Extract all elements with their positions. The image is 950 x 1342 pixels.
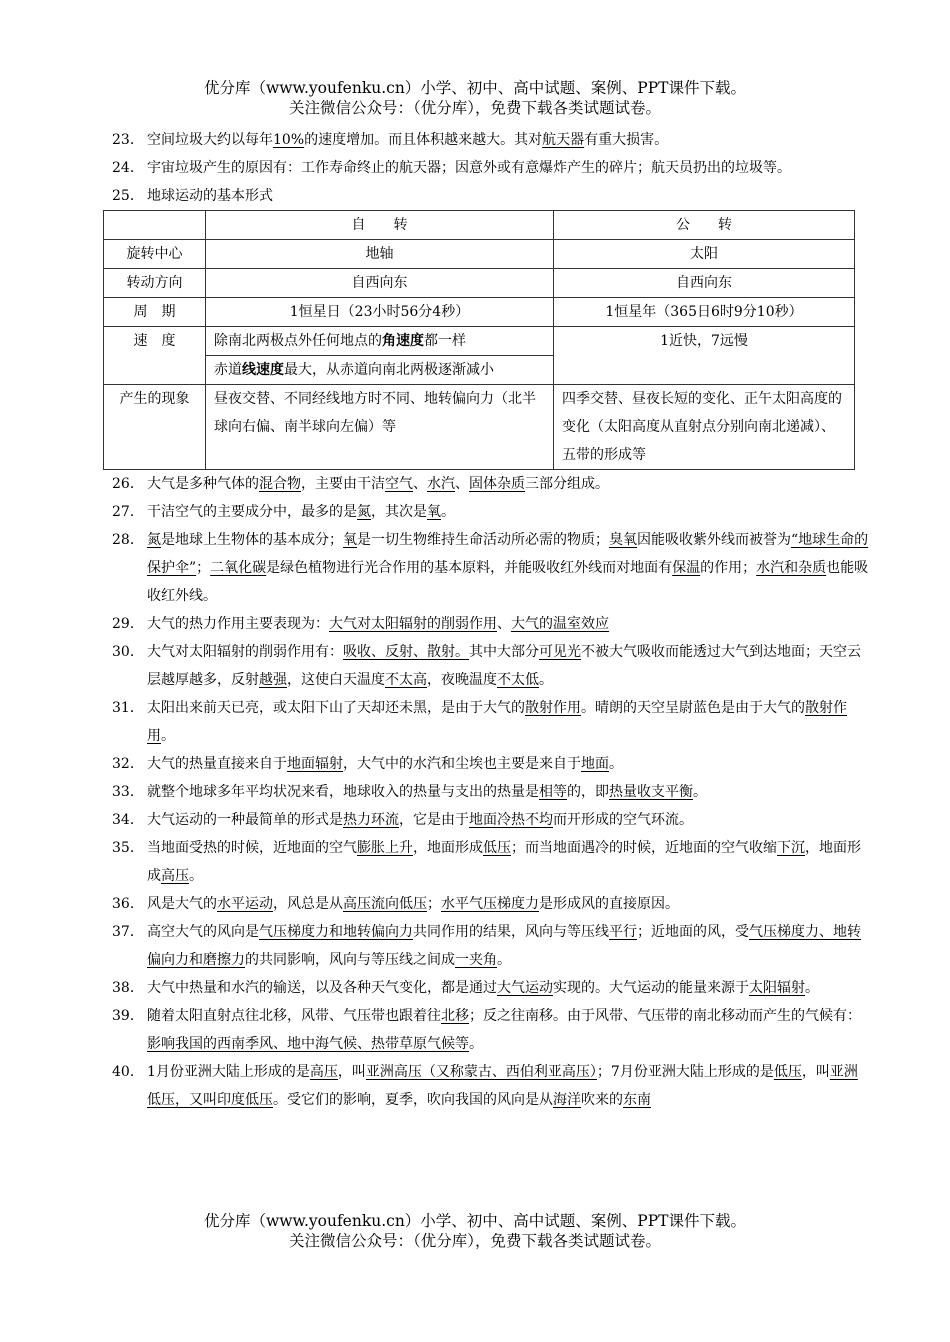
item-number: 31． (112, 700, 144, 716)
underlined-term: 影响我国的西南季风、地中海气候、热带草原气候等 (147, 1036, 469, 1052)
underlined-term: 保温 (672, 560, 701, 576)
term-angular-speed: 角速度 (382, 333, 424, 349)
text-segment: 是形成风的直接原因。 (539, 896, 679, 912)
rotation-cell: 1恒星日（23小时56分4秒） (206, 298, 554, 327)
item-number: 32． (112, 756, 144, 772)
item-number: 28． (112, 532, 144, 548)
text-segment: ；近地面的风，受 (637, 924, 749, 940)
underlined-term: 水汽和杂质 (756, 560, 827, 576)
item-text (147, 1058, 870, 1114)
text-segment: 是地球上生物体的基本成分； (161, 532, 343, 548)
underlined-term: 水平运动 (217, 896, 273, 912)
text-segment: 。 (441, 504, 455, 520)
item-text (147, 1002, 870, 1058)
revolution-cell: 1恒星年（365日6时9分10秒） (554, 298, 855, 327)
underlined-term: 亚洲高压（又称蒙古、西伯利亚高压） (365, 1064, 597, 1080)
text-segment: 是一切生物维持生命活动所必需的物质； (357, 532, 609, 548)
text-segment: 。 (469, 1036, 483, 1052)
underlined-term: 低压 (483, 840, 511, 856)
row-label: 转动方向 (104, 269, 206, 298)
text-segment: 赤道 (214, 362, 242, 378)
underlined-term: 东南 (623, 1092, 651, 1108)
underlined-term: 氧 (343, 532, 357, 548)
text-segment: 大气是多种气体的 (147, 476, 259, 492)
item-number: 26． (112, 476, 144, 492)
list-item (112, 498, 870, 526)
item-number: 36． (112, 896, 144, 912)
underlined-term: 地面 (581, 756, 609, 772)
list-item (112, 126, 870, 154)
underlined-term: 大气的温室效应 (511, 616, 609, 632)
text-segment: ； (427, 896, 441, 912)
footer-line-2: 关注微信公众号：（优分库），免费下载各类试题试卷。 (288, 1232, 661, 1250)
text-segment: 。 (497, 952, 511, 968)
text-segment: 不被大气吸收而能透过大气到达地面；天空云层越厚越多，反射 (147, 644, 861, 688)
underlined-term: 二氧化碳 (210, 560, 267, 576)
text-segment: 。 (161, 728, 175, 744)
underlined-term: 可见光 (539, 644, 581, 660)
list-item (112, 610, 870, 638)
text-segment: 大气运动的一种最简单的形式是 (147, 812, 343, 828)
text-segment: ，地面形成 (147, 840, 861, 884)
rotation-cell: 地轴 (206, 240, 554, 269)
list-item (112, 918, 870, 974)
underlined-term: 越强 (259, 672, 287, 688)
text-segment: ，大气中的水汽和尘埃也主要是来自于 (343, 756, 581, 772)
underlined-term: 氧 (427, 504, 441, 520)
text-segment: 除南北两极点外任何地点的 (214, 333, 382, 349)
text-segment: 。 (693, 784, 707, 800)
underlined-term: 臭氧 (609, 532, 637, 548)
revolution-cell: 自西向东 (554, 269, 855, 298)
text-segment: 也能吸收红外线。 (147, 560, 869, 604)
underlined-term: 地面冷热不均 (469, 812, 553, 828)
text-segment: 都一样 (424, 333, 466, 349)
table-row (104, 269, 855, 298)
item-text (147, 498, 870, 526)
header-revolution: 公 转 (554, 211, 855, 240)
table-row-speed-1 (104, 327, 855, 356)
table-row (104, 298, 855, 327)
rotation-angular-speed (206, 327, 554, 356)
item-list-top (112, 126, 870, 210)
item-text (147, 918, 870, 974)
underlined-term: 散射作用 (525, 700, 581, 716)
text-segment: ；反之往南移。由于风带、气压带的南北移动而产生的气候有： (469, 1008, 861, 1024)
text-segment: 就整个地球多年平均状况来看，地球收入的热量与支出的热量是 (147, 784, 539, 800)
header-line-2: 关注微信公众号：（优分库），免费下载各类试题试卷。 (288, 99, 661, 117)
item-text (147, 834, 870, 890)
row-label: 速 度 (104, 327, 206, 385)
text-segment: 其中大部分 (469, 644, 539, 660)
footer-line-1: 优分库（www.youfenku.cn）小学、初中、高中试题、案例、PPT课件下载。 (203, 1212, 747, 1230)
underlined-term: 热力环流 (343, 812, 399, 828)
text-segment: 而开形成的空气环流。 (553, 812, 693, 828)
text-segment: 。晴朗的天空呈尉蓝色是由于大气的 (581, 700, 805, 716)
text-segment: 空间垃圾大约以每年 (147, 132, 273, 148)
text-segment: 最大，从赤道向南北两极逐渐减小 (284, 362, 494, 378)
text-segment: ，地面形成 (413, 840, 483, 856)
term-linear-speed: 线速度 (242, 362, 284, 378)
item-text (147, 154, 870, 182)
underlined-term: 亚洲低压，又叫印度低压 (147, 1064, 858, 1108)
text-segment: ；而当地面遇冷的时候，近地面的空气收缩 (511, 840, 777, 856)
underlined-term: 一夹角 (455, 952, 497, 968)
table-row (104, 240, 855, 269)
underlined-term: 热量收支平衡 (609, 784, 693, 800)
item-text (147, 750, 870, 778)
text-segment: 、 (413, 476, 427, 492)
rotation-linear-speed (206, 356, 554, 385)
table-row (104, 385, 855, 470)
underlined-term: 水平气压梯度力 (441, 896, 539, 912)
underlined-term: 大气对太阳辐射的削弱作用 (329, 616, 497, 632)
underlined-term: 高压 (309, 1064, 338, 1080)
underlined-term: 高压流向低压 (343, 896, 427, 912)
item-text (147, 694, 870, 750)
item-text (147, 526, 870, 610)
item-number: 35． (112, 840, 144, 856)
text-segment: 干洁空气的主要成分中，最多的是 (147, 504, 357, 520)
text-segment: 大气的热量直接来自于 (147, 756, 287, 772)
list-item (112, 638, 870, 694)
list-item (112, 1058, 870, 1114)
item-number: 23． (112, 132, 144, 148)
list-item (112, 890, 870, 918)
underlined-term: 混合物 (259, 476, 301, 492)
row-label: 周 期 (104, 298, 206, 327)
underlined-term: 10% (273, 132, 305, 148)
underlined-term: 氮 (357, 504, 371, 520)
text-segment: 因能吸收紫外线而被誉为 (637, 532, 791, 548)
text-segment: ，这使白天温度 (287, 672, 385, 688)
revolution-cell: 太阳 (554, 240, 855, 269)
item-text (147, 638, 870, 694)
header-rotation: 自 转 (206, 211, 554, 240)
underlined-term: 太阳辐射 (749, 980, 805, 996)
text-segment: 的速度增加。而且体积越来越大。其对 (304, 132, 543, 148)
item-number: 39． (112, 1008, 144, 1024)
text-segment: 。 (539, 672, 553, 688)
list-item (112, 974, 870, 1002)
text-segment: 太阳出来前天已亮，或太阳下山了天却还未黑，是由于大气的 (147, 700, 525, 716)
item-text (147, 610, 870, 638)
text-segment: 吹来的 (581, 1092, 623, 1108)
list-item (112, 834, 870, 890)
item-number: 34． (112, 812, 144, 828)
text-segment: 三部分组成。 (525, 476, 609, 492)
list-item (112, 750, 870, 778)
text-segment: 大气对太阳辐射的削弱作用有： (147, 644, 343, 660)
underlined-term: 不太高 (385, 672, 427, 688)
list-item (112, 154, 870, 182)
item-number: 37． (112, 924, 144, 940)
underlined-term: 低压 (773, 1064, 802, 1080)
text-segment: ，风总是从 (273, 896, 343, 912)
underlined-term: 氮 (147, 532, 161, 548)
text-segment: 是绿色植物进行光合作用的基本原料，并能吸收红外线而对地面有 (266, 560, 673, 576)
text-segment: ，它是由于 (399, 812, 469, 828)
text-segment: 当地面受热的时候，近地面的空气 (147, 840, 357, 856)
table-header-row (104, 211, 855, 240)
text-segment: ，叫 (337, 1064, 366, 1080)
underlined-term: 相等 (539, 784, 567, 800)
item-number: 30． (112, 644, 144, 660)
underlined-term: 北移 (441, 1008, 469, 1024)
item-number: 27． (112, 504, 144, 520)
underlined-term: 气压梯度力和地转偏向力 (259, 924, 413, 940)
underlined-term: 平行 (609, 924, 637, 940)
item-number: 24． (112, 160, 144, 176)
item-list-bottom (112, 470, 870, 1114)
text-segment: 随着太阳直射点往北移，风带、气压带也跟着往 (147, 1008, 441, 1024)
text-segment: 地球运动的基本形式 (147, 188, 273, 204)
item-number: 38． (112, 980, 144, 996)
underlined-term: 膨胀上升 (357, 840, 413, 856)
document-body (112, 126, 870, 1114)
item-text (147, 890, 870, 918)
text-segment: 。 (805, 980, 819, 996)
underlined-term: 大气运动 (497, 980, 553, 996)
list-item (112, 806, 870, 834)
rotation-cell: 昼夜交替、不同经线地方时不同、地转偏向力（北半球向右偏、南半球向左偏）等 (206, 385, 554, 470)
text-segment: 1月份亚洲大陆上形成的是 (147, 1064, 310, 1080)
text-segment: 、 (497, 616, 511, 632)
underlined-term: 气压梯度力、地转偏向力和磨擦力 (147, 924, 861, 968)
text-segment: 共同作用的结果，风向与等压线 (413, 924, 609, 940)
underlined-term: 不太低 (497, 672, 539, 688)
revolution-cell: 四季交替、昼夜长短的变化、正午太阳高度的变化（太阳高度从直射点分别向南北递减）、五带的形成等 (554, 385, 855, 470)
underlined-term: 地面辐射 (287, 756, 343, 772)
text-segment: ，其次是 (371, 504, 427, 520)
header-line-1: 优分库（www.youfenku.cn）小学、初中、高中试题、案例、PPT课件下载。 (203, 79, 747, 97)
item-number: 40． (112, 1064, 144, 1080)
table-corner-cell (104, 211, 206, 240)
underlined-term: “地球生命的保护伞” (147, 532, 869, 576)
text-segment: 大气中热量和水汽的输送，以及各种天气变化，都是通过 (147, 980, 497, 996)
list-item (112, 526, 870, 610)
list-item (112, 1002, 870, 1058)
item-text (147, 974, 870, 1002)
text-segment: 大气的热力作用主要表现为： (147, 616, 329, 632)
row-label: 产生的现象 (104, 385, 206, 470)
item-text (147, 806, 870, 834)
underlined-term: 散射作用 (147, 700, 847, 744)
list-item (112, 470, 870, 498)
page-header (0, 78, 950, 118)
text-segment: 实现的。大气运动的能量来源于 (553, 980, 749, 996)
underlined-term: 空气 (385, 476, 413, 492)
page-footer (0, 1211, 950, 1251)
text-segment: ，叫 (801, 1064, 830, 1080)
underlined-term: 吸收、反射、散射。 (343, 644, 469, 660)
text-segment: 的作用； (700, 560, 757, 576)
text-segment: 、 (455, 476, 469, 492)
item-text (147, 182, 870, 210)
text-segment: 高空大气的风向是 (147, 924, 259, 940)
text-segment: ，主要由干洁 (301, 476, 385, 492)
text-segment: ； (196, 560, 211, 576)
item-number: 25． (112, 188, 144, 204)
underlined-term: 固体杂质 (469, 476, 525, 492)
underlined-term: 水汽 (427, 476, 455, 492)
text-segment: 宇宙垃圾产生的原因有：工作寿命终止的航天器；因意外或有意爆炸产生的碎片；航天员扔出的垃圾等。 (147, 160, 791, 176)
text-segment: 的，即 (567, 784, 609, 800)
list-item (112, 182, 870, 210)
text-segment: 风是大气的 (147, 896, 217, 912)
text-segment: 有重大损害。 (584, 132, 669, 148)
underlined-term: 下沉 (777, 840, 805, 856)
text-segment: 。 (189, 868, 203, 884)
text-segment: 。 (609, 756, 623, 772)
item-text (147, 470, 870, 498)
list-item (112, 778, 870, 806)
text-segment: 的共同影响，风向与等压线之间成 (245, 952, 455, 968)
item-text (147, 126, 870, 154)
text-segment: ；7月份亚洲大陆上形成的是 (596, 1064, 774, 1080)
underlined-term: 高压 (161, 868, 189, 884)
list-item (112, 694, 870, 750)
underlined-term: 海洋 (553, 1092, 581, 1108)
revolution-cell: 1近快，7远慢 (554, 327, 855, 385)
text-segment: ，夜晚温度 (427, 672, 497, 688)
underlined-term: 航天器 (542, 132, 585, 148)
text-segment: 。受它们的影响，夏季，吹向我国的风向是从 (273, 1092, 553, 1108)
rotation-cell: 自西向东 (206, 269, 554, 298)
item-text (147, 778, 870, 806)
row-label: 旋转中心 (104, 240, 206, 269)
item-number: 33． (112, 784, 144, 800)
earth-motion-table (103, 210, 855, 470)
item-number: 29． (112, 616, 144, 632)
